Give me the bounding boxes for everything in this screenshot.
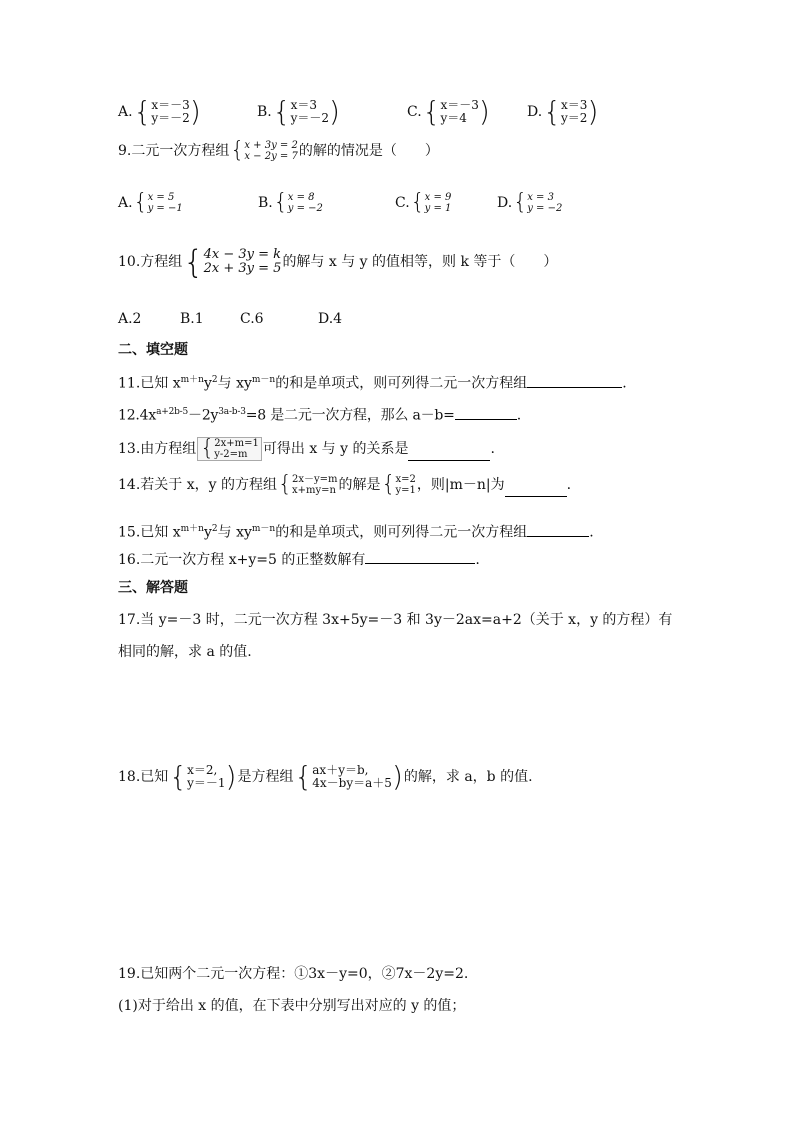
q10-option-d: D.4 xyxy=(318,311,343,327)
q10-system: { 4x − 3y = k 2x + 3y = 5 xyxy=(183,243,282,281)
q9-option-b: B. { x = 8 y = −2 xyxy=(258,190,323,215)
q13-system: { 2x+m=1 y-2=m xyxy=(197,437,262,461)
q10-stem: 10.方程组 { 4x − 3y = k 2x + 3y = 5 的解与 x 与 y 的值相等，则 k 等于（ ） xyxy=(118,243,558,281)
q19-line1: 19.已知两个二元一次方程：①3x－y=0，②7x－2y=2. xyxy=(118,966,469,982)
q10-option-a: A.2 xyxy=(118,311,142,327)
q14-solution: { x=2 y=1 xyxy=(381,471,416,497)
option-system: { x＝－3 y＝－2 ) xyxy=(133,95,201,128)
q9-stem: 9.二元一次方程组 { x + 3y = 2 x − 2y = 7 的解的情况是（ ） xyxy=(118,138,439,163)
q8-option-b: B. { x＝3 y＝－2 ) xyxy=(257,95,340,128)
q9-option-c: C. { x = 9 y = 1 xyxy=(395,190,452,215)
q11: 11.已知 $x^{m+n}y^2$与 $xy^{m-n}$的和是单项式，则可列得二元一次方程组 . xyxy=(118,370,627,394)
option-system: { x＝－3 y＝4 ) xyxy=(422,95,490,128)
q9-system: { x + 3y = 2 x − 2y = 7 xyxy=(230,138,298,163)
answer-blank[interactable] xyxy=(505,482,567,497)
q9-option-a: A. { x = 5 y = −1 xyxy=(118,190,183,215)
answer-blank[interactable] xyxy=(527,373,622,388)
answer-blank[interactable] xyxy=(527,522,589,537)
section-title-fill-blank: 二、填空题 xyxy=(118,342,188,358)
option-system: { x＝3 y＝－2 ) xyxy=(272,95,340,128)
q14: 14.若关于 x，y 的方程组 { 2x－y=m x+my=n 的解是 { x=2 y=1 ，则|m－n|为 . xyxy=(118,471,572,497)
q18-system: { ax＋y＝b, 4x－by＝a＋5 ) xyxy=(294,760,403,793)
option-system: { x＝3 y＝2 ) xyxy=(543,95,599,128)
q15: 15.已知 $x^{m+n}y^2$与 $xy^{m-n}$的和是单项式，则可列得二元一次方程组 . xyxy=(118,519,594,543)
answer-blank[interactable] xyxy=(455,405,517,420)
q13: 13.由方程组 { 2x+m=1 y-2=m 可得出 x 与 y 的关系是 . xyxy=(118,435,495,461)
q10-options xyxy=(118,309,342,329)
q8-option-a: A. { x＝－3 y＝－2 ) xyxy=(118,95,201,128)
q8-option-d: D. { x＝3 y＝2 ) xyxy=(527,95,599,128)
q9-option-d: D. { x = 3 y = −2 xyxy=(497,190,563,215)
q19-line2: (1)对于给出 x 的值，在下表中分别写出对应的 y 的值； xyxy=(118,998,466,1014)
q12: $12.4x^{a+2b-5}-2y^{3a-b-3}=8$ 是二元一次方程，那么 a－b= . xyxy=(118,402,521,426)
q18: 18.已知 { x＝2, y＝－1 ) 是方程组 { ax＋y＝b, 4x－by＝a＋5 ) 的解，求 a，b 的值. xyxy=(118,760,533,793)
q17-line2: 相同的解，求 a 的值. xyxy=(118,644,252,660)
section-title-solve: 三、解答题 xyxy=(118,580,188,596)
q18-solution: { x＝2, y＝－1 ) xyxy=(169,760,237,793)
q16: 16.二元一次方程 x+y=5 的正整数解有 . xyxy=(118,549,480,570)
answer-blank[interactable] xyxy=(365,549,475,564)
answer-blank[interactable] xyxy=(408,446,490,461)
q14-system: { 2x－y=m x+my=n xyxy=(277,471,338,497)
q10-option-b: B.1 xyxy=(180,311,204,327)
q17-line1: 17.当 y=－3 时，二元一次方程 3x+5y=－3 和 3y－2ax=a+2（关于 x，y 的方程）有 xyxy=(118,612,673,628)
q10-option-c: C.6 xyxy=(240,311,264,327)
q8-option-c: C. { x＝－3 y＝4 ) xyxy=(407,95,490,128)
